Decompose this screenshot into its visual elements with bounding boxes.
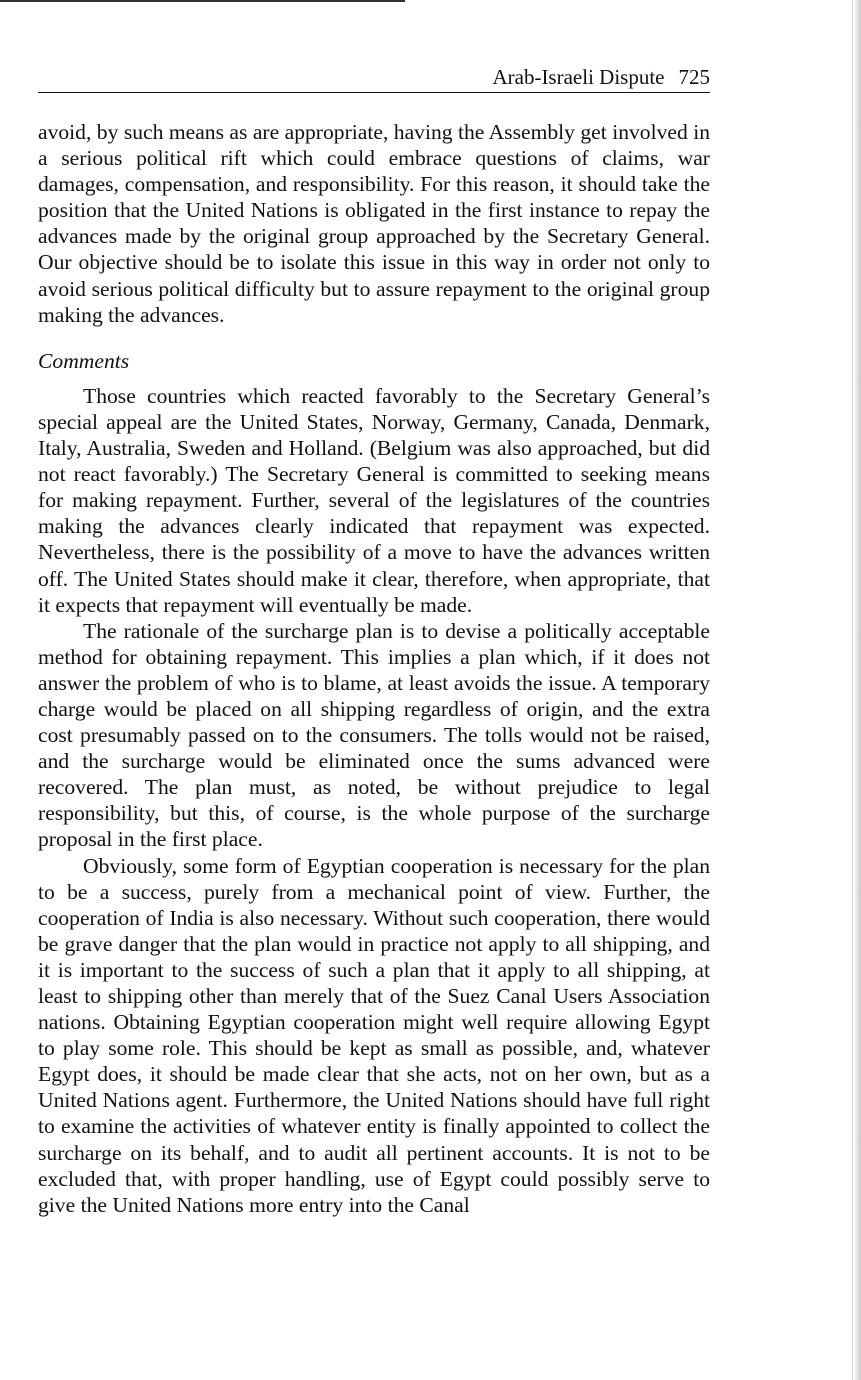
running-title: Arab-Israeli Dispute — [492, 65, 665, 89]
paragraph: Those countries which reacted favorably to the Secretary General’s special appeal are the United States, Norway, Germany, Canada, Denmark, Italy, Australia, Sweden and Holland. (Belgium was also approached, but did not react favorably.) The Secretary General is committed to seeking means for making repayment. Further, several of the legislatures of the countries making the advances clearly indicated that repayment was expected. Nevertheless, there is the possibility of a move to have the advances written off. The United States should make it clear, therefore, when appropriate, that it expects that repayment will eventually be made. — [38, 383, 710, 617]
paragraph: The rationale of the surcharge plan is to devise a politically acceptable method for obtaining repayment. This implies a plan which, if it does not answer the problem of who is to blame, at least avoids the issue. A temporary charge would be placed on all shipping regardless of origin, and the extra cost presumably passed on to the consumers. The tolls would not be raised, and the surcharge would be eliminated once the sums advanced were recovered. The plan must, as noted, be without prejudice to legal responsibility, but this, of course, is the whole purpose of the surcharge proposal in the first place. — [38, 618, 710, 852]
scan-binding-line — [852, 0, 853, 1380]
paragraph: Obviously, some form of Egyptian cooperation is necessary for the plan to be a success, purely from a mechanical point of view. Further, the cooperation of India is also necessary. Without such cooperation, there would be grave danger that the plan would in practice not apply to all shipping, and it is important to the success of such a plan that it apply to all shipping, at least to shipping other than merely that of the Suez Canal Users Association nations. Obtaining Egyptian cooperation might well require allowing Egypt to play some role. This should be kept as small as possible, and, whatever Egypt does, it should be made clear that she acts, not on her own, but as a United Nations agent. Furthermore, the United Nations should have full right to examine the activities of whatever entity is finally appointed to collect the surcharge on its behalf, and to audit all pertinent accounts. It is not to be excluded that, with proper handling, use of Egypt could possibly serve to give the United Nations more entry into the Canal — [38, 853, 710, 1217]
body-text — [38, 119, 710, 1218]
section-heading: Comments — [38, 348, 130, 373]
scan-top-rule — [0, 0, 405, 2]
scan-page-edge — [855, 0, 861, 1380]
running-header — [38, 62, 710, 93]
paragraph-continued: avoid, by such means as are appropriate, having the Assembly get involved in a serious political rift which could embrace questions of claims, war damages, compensation, and responsibility. For this reason, it should take the position that the United Nations is obligated in the first instance to repay the advances made by the original group approached by the Secretary General. Our objective should be to isolate this issue in this way in order not only to avoid serious political difficulty but to assure repayment to the original group making the advances. — [38, 120, 710, 327]
page-number: 725 — [678, 65, 710, 89]
